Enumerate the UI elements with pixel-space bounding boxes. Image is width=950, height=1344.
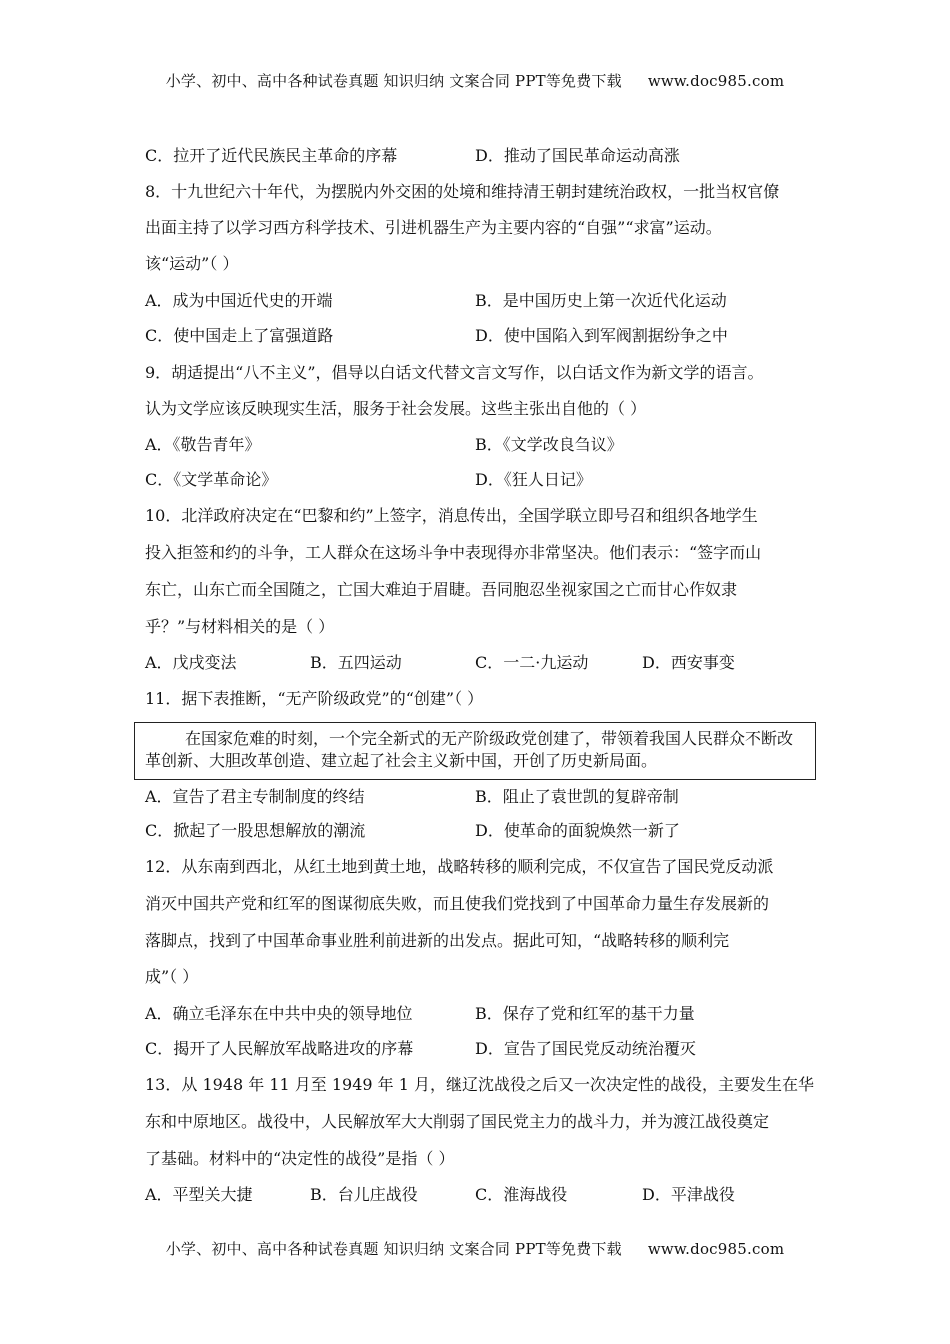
- q8-option-d: D．使中国陷入到军阀割据纷争之中: [475, 326, 728, 345]
- q8-line-1: 8．十九世纪六十年代，为摆脱内外交困的处境和维持清王朝封建统治政权，一批当权官僚: [145, 182, 780, 201]
- q13-line-1: 13．从 1948 年 11 月至 1949 年 1 月，继辽沈战役之后又一次决定性的战役，主要发生在华: [145, 1075, 815, 1094]
- q11-option-b: B．阻止了袁世凯的复辟帝制: [475, 787, 679, 806]
- q10-line-1: 10．北洋政府决定在“巴黎和约”上签字，消息传出，全国学联立即号召和组织各地学生: [145, 506, 758, 525]
- q10-line-3: 东亡，山东亡而全国随之，亡国大难迫于眉睫。吾同胞忍坐视家国之亡而甘心作奴隶: [145, 580, 738, 599]
- q12-option-d: D．宣告了国民党反动统治覆灭: [475, 1039, 696, 1058]
- q10-option-c: C．一二·九运动: [475, 653, 589, 672]
- q11-option-d: D．使革命的面貌焕然一新了: [475, 821, 680, 840]
- q13-option-a: A．平型关大捷: [145, 1185, 253, 1204]
- q12-line-4: 成”（ ）: [145, 967, 199, 986]
- prev-option-c: C．拉开了近代民族民主革命的序幕: [145, 146, 398, 165]
- q12-option-b: B．保存了党和红军的基干力量: [475, 1004, 695, 1023]
- footer-url: www.doc985.com: [647, 1240, 785, 1258]
- q13-line-2: 东和中原地区。战役中，人民解放军大大削弱了国民党主力的战斗力，并为渡江战役奠定: [145, 1112, 770, 1131]
- footer-text: 小学、初中、高中各种试卷真题 知识归纳 文案合同 PPT等免费下载: [165, 1240, 622, 1258]
- q11-material-box: [134, 722, 816, 780]
- q10-line-4: 乎？”与材料相关的是（ ）: [145, 617, 335, 636]
- q13-option-b: B．台儿庄战役: [310, 1185, 418, 1204]
- header-text: 小学、初中、高中各种试卷真题 知识归纳 文案合同 PPT等免费下载: [165, 72, 622, 90]
- q12-line-2: 消灭中国共产党和红军的图谋彻底失败，而且使我们党找到了中国革命力量生存发展新的: [145, 894, 770, 913]
- q8-option-a: A．成为中国近代史的开端: [145, 291, 333, 310]
- q10-line-2: 投入拒签和约的斗争，工人群众在这场斗争中表现得亦非常坚决。他们表示：“签字而山: [145, 543, 762, 562]
- q13-option-d: D．平津战役: [642, 1185, 735, 1204]
- q8-option-b: B．是中国历史上第一次近代化运动: [475, 291, 727, 310]
- q11-option-c: C．掀起了一股思想解放的潮流: [145, 821, 366, 840]
- q11-option-a: A．宣告了君主专制制度的终结: [145, 787, 365, 806]
- q9-option-d: D．《狂人日记》: [475, 470, 592, 489]
- q8-line-2: 出面主持了以学习西方科学技术、引进机器生产为主要内容的“自强”“求富”运动。: [145, 218, 722, 237]
- q12-option-c: C．揭开了人民解放军战略进攻的序幕: [145, 1039, 414, 1058]
- q9-option-b: B．《文学改良刍议》: [475, 435, 623, 454]
- q12-line-1: 12．从东南到西北，从红土地到黄土地，战略转移的顺利完成，不仅宣告了国民党反动派: [145, 857, 774, 876]
- q12-line-3: 落脚点，找到了中国革命事业胜利前进新的出发点。据此可知，“战略转移的顺利完: [145, 931, 730, 950]
- q9-line-2: 认为文学应该反映现实生活，服务于社会发展。这些主张出自他的（ ）: [145, 399, 647, 418]
- q9-option-a: A．《敬告青年》: [145, 435, 261, 454]
- q8-option-c: C．使中国走上了富强道路: [145, 326, 334, 345]
- q13-line-3: 了基础。材料中的“决定性的战役”是指（ ）: [145, 1149, 455, 1168]
- q13-option-c: C．淮海战役: [475, 1185, 568, 1204]
- q8-line-3: 该“运动”（ ）: [145, 254, 239, 273]
- q11-line-1: 11．据下表推断，“无产阶级政党”的“创建”（ ）: [145, 689, 484, 708]
- q10-option-d: D．西安事变: [642, 653, 735, 672]
- q10-option-a: A．戊戌变法: [145, 653, 237, 672]
- q10-option-b: B．五四运动: [310, 653, 402, 672]
- q9-line-1: 9．胡适提出“八不主义”，倡导以白话文代替文言文写作，以白话文作为新文学的语言。: [145, 363, 764, 382]
- page-header: [0, 70, 950, 91]
- prev-option-d: D．推动了国民革命运动高涨: [475, 146, 680, 165]
- q11-material-text: 在国家危难的时刻，一个完全新式的无产阶级政党创建了，带领着我国人民群众不断改革创新、大胆改革创造、建立起了社会主义新中国，开创了历史新局面。: [145, 729, 794, 770]
- q12-option-a: A．确立毛泽东在中共中央的领导地位: [145, 1004, 413, 1023]
- header-url: www.doc985.com: [647, 72, 785, 90]
- page-footer: [0, 1238, 950, 1259]
- q9-option-c: C．《文学革命论》: [145, 470, 278, 489]
